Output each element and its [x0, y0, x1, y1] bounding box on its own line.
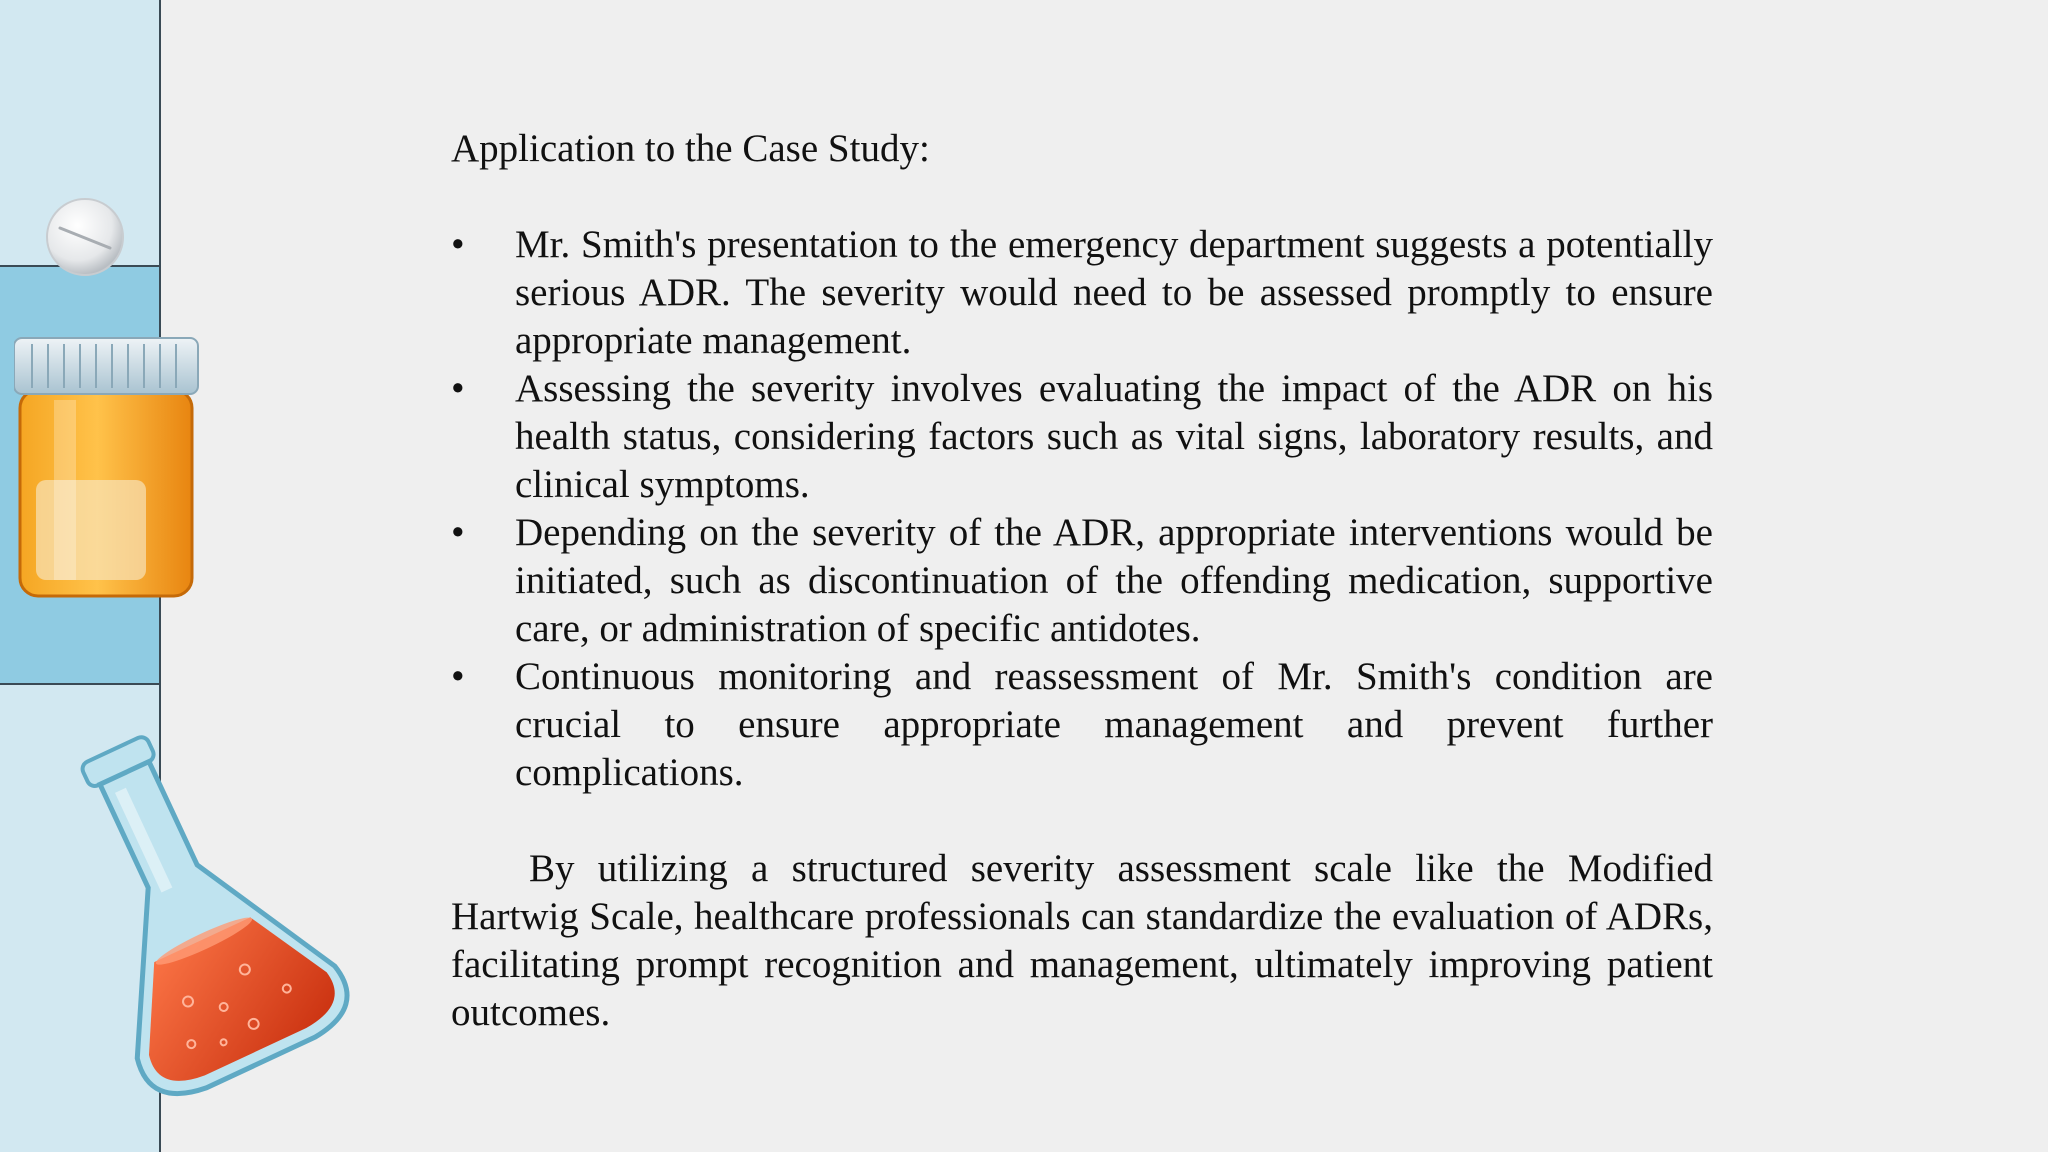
pill-icon: [40, 192, 130, 282]
bullet-marker: •: [451, 511, 465, 554]
slide-heading: Application to the Case Study:: [451, 127, 930, 170]
slide-content: [451, 125, 1713, 1037]
bullet-item: [451, 653, 1713, 797]
bullet-text: Assessing the severity involves evaluating the impact of the ADR on his health status, considering factors such as vital signs, laboratory results, and clinical symptoms.: [515, 367, 1713, 506]
bullet-item: [451, 221, 1713, 365]
bullet-marker: •: [451, 223, 465, 266]
bullet-item: [451, 509, 1713, 653]
bullet-text: Depending on the severity of the ADR, appropriate interventions would be initiated, such as discontinuation of the offending medication, supportive care, or administration of specific antidotes.: [515, 511, 1713, 650]
bullet-item: [451, 365, 1713, 509]
pill-bottle-icon: [14, 330, 214, 600]
bullet-marker: •: [451, 367, 465, 410]
bullet-marker: •: [451, 655, 465, 698]
bullet-list: [451, 221, 1713, 797]
closing-paragraph: By utilizing a structured severity assessment scale like the Modified Hartwig Scale, healthcare professionals can standardize the evaluation of ADRs, facilitating prompt recognition and management, ultimately improving patient outcomes.: [451, 847, 1713, 1034]
bullet-text: Mr. Smith's presentation to the emergency department suggests a potentially serious ADR. The severity would need to be assessed promptly to ensure appropriate management.: [515, 223, 1713, 362]
bullet-text: Continuous monitoring and reassessment of Mr. Smith's condition are crucial to ensure appropriate management and prevent further complications.: [515, 655, 1713, 794]
flask-icon: [40, 720, 350, 1100]
